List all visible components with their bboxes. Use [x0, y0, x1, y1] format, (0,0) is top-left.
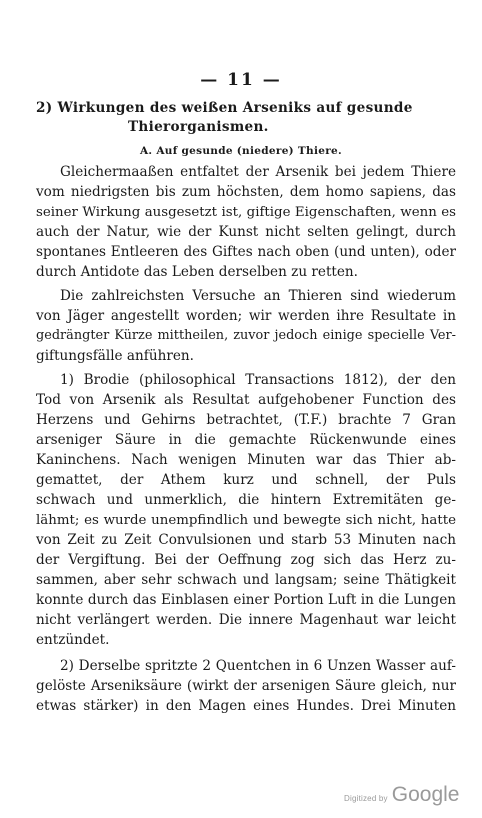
text-line: von Jäger angestellt worden; wir werden ihre Resultate in — [36, 308, 456, 324]
text-line: sammen, aber sehr schwach und langsam; seine Thätigkeit — [36, 572, 456, 588]
text-line: 1) Brodie (philosophical Transactions 1812), der den — [60, 372, 456, 388]
text-line: der Vergiftung. Bei der Oeffnung zog sich das Herz zu- — [36, 552, 456, 568]
text-line: gemattet, der Athem kurz und schnell, der Puls — [36, 472, 456, 488]
text-line: gelöste Arseniksäure (wirkt der arsenigen Säure gleich, nur — [36, 678, 456, 694]
text-line: spontanes Entleeren des Giftes nach oben (und unten), oder — [36, 244, 456, 260]
text-line: etwas stärker) in den Magen eines Hundes. Drei Minuten — [36, 698, 456, 714]
text-line: vom niedrigsten bis zum höchsten, dem homo sapiens, das — [36, 184, 456, 200]
text-line: von Zeit zu Zeit Convulsionen und starb 53 Minuten nach — [36, 532, 456, 548]
digitized-watermark — [344, 783, 459, 807]
text-line: durch Antidote das Leben derselben zu retten. — [36, 264, 359, 280]
text-line: seiner Wirkung ausgesetzt ist, giftige Eigenschaften, wenn es — [36, 205, 456, 220]
text-line: Die zahlreichsten Versuche an Thieren sind wiederum — [60, 288, 456, 304]
text-line: nicht verlängert werden. Die innere Magenhaut war leicht — [36, 612, 456, 628]
text-line: Kaninchens. Nach wenigen Minuten war das Thier ab- — [36, 452, 456, 468]
sub-heading: A. Auf gesunde (niedere) Thiere. — [139, 145, 342, 157]
text-line: schwach und unmerklich, die hintern Extremitäten ge- — [36, 492, 456, 508]
watermark-logo-text: Google — [391, 783, 460, 806]
text-line: auch der Natur, wie der Kunst nicht selten gelingt, durch — [36, 224, 456, 240]
text-line: Tod von Arsenik als Resultat aufgehobener Function des — [36, 392, 456, 408]
text-line: arseniger Säure in die gemachte Rückenwunde eines — [36, 432, 456, 448]
section-heading-line-1: 2) Wirkungen des weißen Arseniks auf gesunde — [36, 100, 413, 116]
text-line: lähmt; es wurde unempfindlich und bewegte sich nicht, hatte — [36, 513, 456, 528]
text-line: 2) Derselbe spritzte 2 Quentchen in 6 Unzen Wasser auf- — [60, 658, 456, 674]
text-line: Herzens und Gehirns betrachtet, (T.F.) brachte 7 Gran — [36, 412, 456, 428]
page-number: — 11 — — [200, 70, 282, 90]
text-line: gedrängter Kürze mittheilen, zuvor jedoch einige specielle Ver- — [36, 328, 456, 343]
text-line: konnte durch das Einblasen einer Portion Luft in die Lungen — [36, 592, 456, 608]
watermark-small-text: Digitized by — [344, 794, 388, 803]
text-line: entzündet. — [36, 632, 110, 648]
text-line: giftungsfälle anführen. — [36, 348, 194, 364]
section-heading-line-2: Thierorganismen. — [128, 119, 269, 135]
text-line: Gleichermaaßen entfaltet der Arsenik bei jedem Thiere — [60, 164, 456, 180]
